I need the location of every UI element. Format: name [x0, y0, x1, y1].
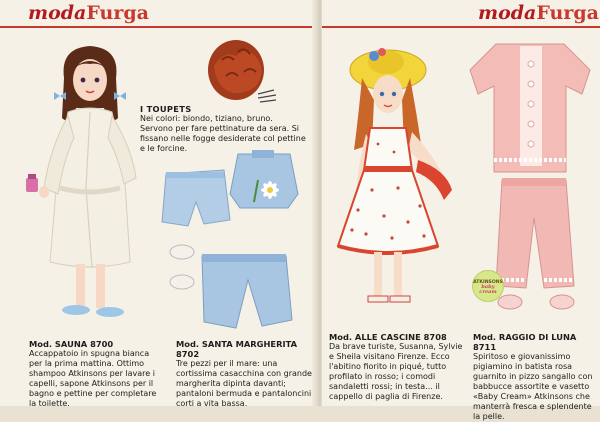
santa-margherita-outfit-illustration: [158, 150, 308, 340]
baby-cream-product: baby cream: [479, 284, 497, 295]
doll-alle-cascine-illustration: [328, 40, 458, 330]
santa-margherita-description: [176, 339, 312, 409]
alle-cascine-title: Mod. ALLE CASCINE 8708: [329, 332, 447, 342]
brand-logo-right: modaFurga: [478, 2, 599, 24]
toupets-body: Nei colori: biondo, tiziano, bruno. Servono per fare pettinature da sera. Si fissano nelle fogge desiderate col pettine e le forcine.: [140, 114, 306, 153]
brand-logo-left: modaFurga: [28, 2, 149, 24]
header-rule-right: [322, 26, 600, 28]
toupets-title: I TOUPETS: [140, 104, 192, 114]
baby-cream-jar-label: [472, 270, 504, 302]
santa-margherita-body: Tre pezzi per il mare: una cortissima casacchina con grande margherita dipinta davanti; pantaloni bermuda e pantaloncini corti a vita bassa.: [176, 359, 312, 408]
sauna-body: Accappatoio in spugna bianca per la prima mattina. Ottimo shampoo Atkinsons per lavare i capelli, sapone Atkinsons per il bagno e pettine per completare la toilette.: [29, 349, 157, 408]
toupet-wig-illustration: [200, 36, 280, 106]
sauna-title: Mod. SAUNA 8700: [29, 339, 114, 349]
alle-cascine-description: [329, 332, 465, 402]
sauna-description: [29, 339, 163, 409]
header-rule-left: [0, 26, 312, 28]
doll-sauna-illustration: [20, 38, 160, 338]
raggio-di-luna-title: Mod. RAGGIO DI LUNA 8711: [473, 332, 577, 352]
toupets-description: [140, 104, 306, 154]
alle-cascine-body: Da brave turiste, Susanna, Sylvie e Sheila visitano Firenze. Ecco l'abitino fiorito in piqué, tutto profilato in rosso; i comodi sandaletti rossi; in testa... il cappello di paglia di Firenze.: [329, 342, 463, 401]
raggio-di-luna-description: [473, 332, 600, 422]
raggio-di-luna-body: Spiritoso e giovanissimo pigiamino in batista rosa guarnito in pizzo sangallo con babbucce assortite e vasetto «Baby Cream» Atkinsons che manterrà fresca e splendente la pelle.: [473, 352, 593, 421]
right-page: [322, 0, 600, 421]
santa-margherita-title: Mod. SANTA MARGHERITA 8702: [176, 339, 298, 359]
baby-cream-brand: ATKINSONS: [473, 280, 503, 285]
